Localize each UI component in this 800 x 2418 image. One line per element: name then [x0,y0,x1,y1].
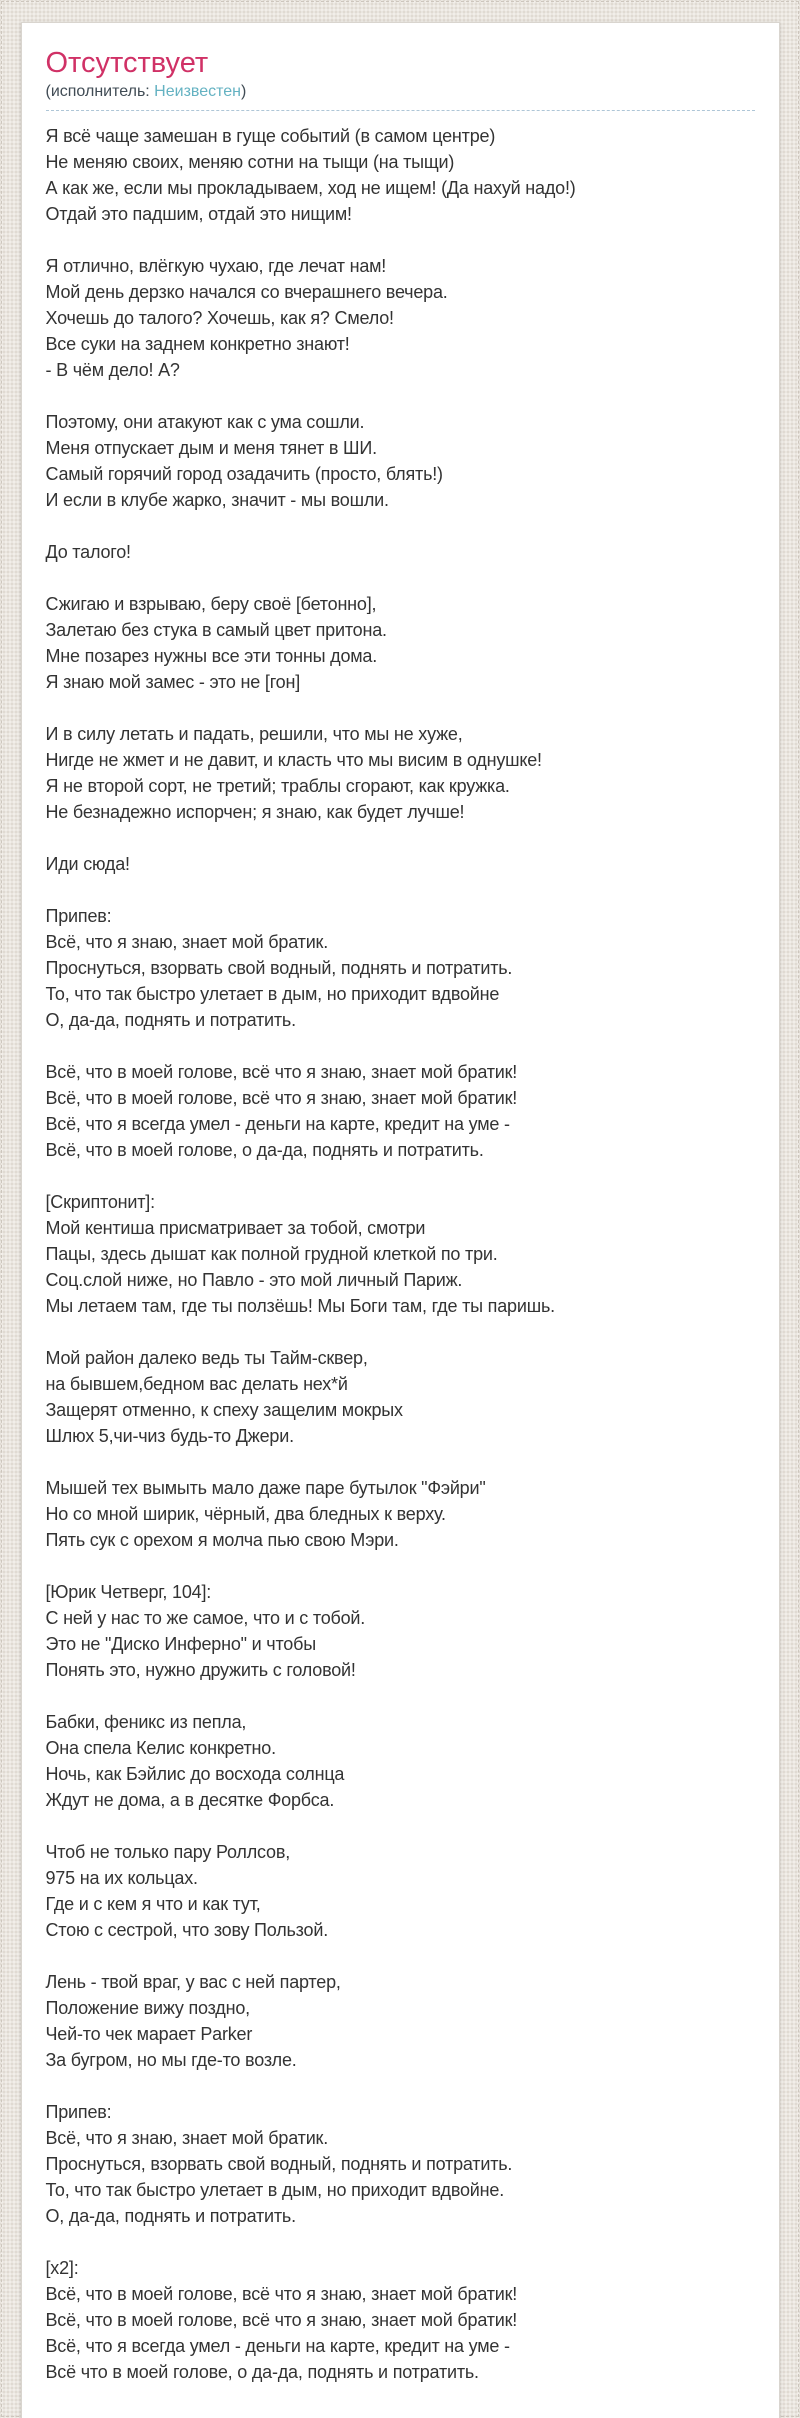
lyrics-line: [x2]: [45,2258,79,2278]
stanza [46,253,755,383]
lyrics-line: С ней у нас то же самое, что и с тобой. [45,1608,366,1628]
lyrics-line: Проснуться, взорвать свой водный, поднять и потратить. [45,958,513,978]
lyrics-line: - В чём дело! А? [45,360,180,380]
stanza [46,1709,755,1813]
lyrics-line: Положение вижу поздно, [45,1998,250,2018]
lyrics-line: Отдай это падшим, отдай это нищим! [45,204,352,224]
lyrics-line: Мне позарез нужны все эти тонны дома. [45,646,378,666]
lyrics-line: Я всё чаще замешан в гуще событий (в самом центре) [45,126,496,146]
lyrics-line: Сжигаю и взрываю, беру своё [бетонно], [45,594,377,614]
lyrics-line: Лень - твой враг, у вас с ней партер, [45,1972,341,1992]
stanza [46,2099,755,2229]
stanza [46,123,755,227]
lyrics-line: Самый горячий город озадачить (просто, блять!) [45,464,443,484]
lyrics-line: Иди сюда! [45,854,130,874]
lyrics-line: Пять сук с орехом я молча пью свою Мэри. [45,1530,399,1550]
lyrics-line: Это не "Диско Инферно" и чтобы [45,1634,316,1654]
stanza [46,1839,755,1943]
lyrics-line: И в силу летать и падать, решили, что мы не хуже, [45,724,463,744]
lyrics-line: на бывшем,бедном вас делать нех*й [45,1374,348,1394]
lyrics-line: Понять это, нужно дружить с головой! [45,1660,356,1680]
lyrics-line: Всё, что я знаю, знает мой братик. [45,2128,329,2148]
lyrics-line: 975 на их кольцах. [45,1868,198,1888]
lyrics-line: Хочешь до талого? Хочешь, как я? Смело! [45,308,394,328]
lyrics-line: Я не второй сорт, не третий; траблы сгорают, как кружка. [45,776,510,796]
lyrics-line: Я отлично, влёгкую чухаю, где лечат нам! [45,256,387,276]
lyrics-line: Всё, что я знаю, знает мой братик. [45,932,329,952]
stanza [46,851,755,877]
stanza [46,1969,755,2073]
stanza [46,721,755,825]
lyrics-line: Мышей тех вымыть мало даже паре бутылок "Фэйри" [45,1478,486,1498]
lyrics-card [21,22,780,2418]
lyrics-line: Всё, что в моей голове, о да-да, поднять и потратить. [45,1140,484,1160]
lyrics-line: Всё, что в моей голове, всё что я знаю, знает мой братик! [45,1062,518,1082]
lyrics-line: Всё что в моей голове, о да-да, поднять и потратить. [45,2362,479,2382]
lyrics-line: Залетаю без стука в самый цвет притона. [45,620,387,640]
lyrics-line: Пацы, здесь дышат как полной грудной клеткой по три. [45,1244,498,1264]
lyrics-line: Стою с сестрой, что зову Пользой. [45,1920,328,1940]
lyrics-line: То, что так быстро улетает в дым, но приходит вдвойне [45,984,500,1004]
lyrics-line: Где и с кем я что и как тут, [45,1894,261,1914]
lyrics-line: Не меняю своих, меняю сотни на тыщи (на тыщи) [45,152,455,172]
lyrics-line: [Юрик Четверг, 104]: [45,1582,212,1602]
stanza [46,1475,755,1553]
stanza [46,1189,755,1319]
stanza [46,591,755,695]
lyrics-line: Соц.слой ниже, но Павло - это мой личный Париж. [45,1270,463,1290]
lyrics-line: О, да-да, поднять и потратить. [45,2206,296,2226]
lyrics-line: Но со мной ширик, чёрный, два бледных к верху. [45,1504,446,1524]
lyrics-line: Поэтому, они атакуют как с ума сошли. [45,412,365,432]
lyrics-line: Ждут не дома, а в десятке Форбса. [45,1790,335,1810]
stanza [46,539,755,565]
lyrics-line: Шлюх 5,чи-чиз будь-то Джери. [45,1426,294,1446]
lyrics-line: Всё, что я всегда умел - деньги на карте, кредит на уме - [45,1114,510,1134]
lyrics-line: Мой район далеко ведь ты Тайм-сквер, [45,1348,368,1368]
lyrics-line: Ночь, как Бэйлис до восхода солнца [45,1764,345,1784]
artist-line [46,82,755,102]
stanza [46,1579,755,1683]
lyrics [46,123,755,2385]
lyrics-line: Не безнадежно испорчен; я знаю, как будет лучше! [45,802,465,822]
lyrics-line: За бугром, но мы где-то возле. [45,2050,297,2070]
lyrics-line: Чей-то чек марает Parker [45,2024,253,2044]
lyrics-line: Всё, что в моей голове, всё что я знаю, знает мой братик! [45,2310,518,2330]
lyrics-line: [Скриптонит]: [45,1192,155,1212]
artist-label-close: ) [241,83,247,100]
lyrics-line: Проснуться, взорвать свой водный, поднять и потратить. [45,2154,513,2174]
artist-link[interactable]: Неизвестен [154,83,241,100]
lyrics-line: Нигде не жмет и не давит, и класть что мы висим в однушке! [45,750,542,770]
stanza [46,409,755,513]
lyrics-line: Бабки, феникс из пепла, [45,1712,247,1732]
lyrics-line: Припев: [45,2102,112,2122]
lyrics-line: О, да-да, поднять и потратить. [45,1010,296,1030]
song-title: Отсутствует [45,47,209,79]
lyrics-line: Чтоб не только пару Роллсов, [45,1842,291,1862]
lyrics-line: Припев: [45,906,112,926]
stanza [46,1059,755,1163]
lyrics-line: Всё, что в моей голове, всё что я знаю, знает мой братик! [45,1088,518,1108]
lyrics-line: Она спела Келис конкретно. [45,1738,276,1758]
lyrics-line: Мы летаем там, где ты ползёшь! Мы Боги там, где ты паришь. [45,1296,555,1316]
lyrics-line: Мой кентиша присматривает за тобой, смотри [45,1218,426,1238]
lyrics-line: Я знаю мой замес - это не [гон] [45,672,301,692]
lyrics-line: Защерят отменно, к спеху защелим мокрых [45,1400,403,1420]
lyrics-line: До талого! [45,542,131,562]
stanza [46,903,755,1033]
lyrics-line: Мой день дерзко начался со вчерашнего вечера. [45,282,448,302]
lyrics-line: Всё, что я всегда умел - деньги на карте, кредит на уме - [45,2336,510,2356]
lyrics-line: То, что так быстро улетает в дым, но приходит вдвойне. [45,2180,505,2200]
lyrics-line: А как же, если мы прокладываем, ход не ищем! (Да нахуй надо!) [45,178,576,198]
artist-label-open: (исполнитель: [45,83,150,100]
header-separator [46,110,755,111]
stanza [46,2255,755,2385]
lyrics-line: Меня отпускает дым и меня тянет в ШИ. [45,438,377,458]
lyrics-line: Все суки на заднем конкретно знают! [45,334,350,354]
stanza [46,1345,755,1449]
lyrics-line: И если в клубе жарко, значит - мы вошли. [45,490,389,510]
lyrics-line: Всё, что в моей голове, всё что я знаю, знает мой братик! [45,2284,518,2304]
